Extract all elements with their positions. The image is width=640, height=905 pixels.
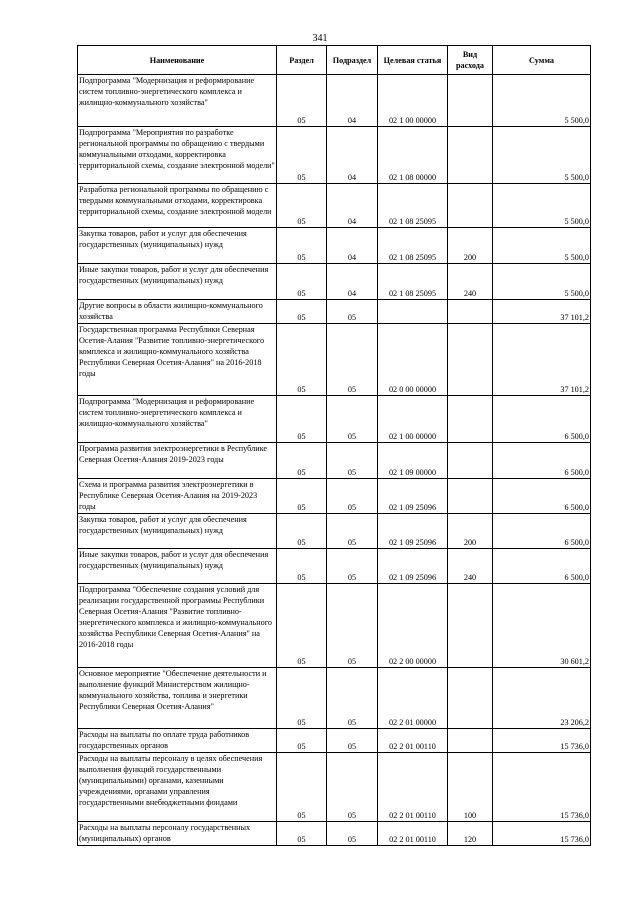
row-subsection: 05: [327, 822, 378, 846]
row-expense-type: [448, 184, 493, 228]
row-expense-type: [448, 668, 493, 729]
row-name: Подпрограмма "Модернизация и реформирование систем топливно-энергетического комплекса и жилищно-коммунального хозяйства": [78, 396, 277, 443]
table-row: [78, 228, 591, 264]
table-row: [78, 396, 591, 443]
row-target: 02 2 01 00110: [378, 822, 448, 846]
row-section: 05: [277, 479, 327, 514]
row-section: 05: [277, 264, 327, 300]
row-amount: 6 500,0: [493, 549, 591, 584]
row-section: 05: [277, 514, 327, 549]
row-expense-type: 240: [448, 264, 493, 300]
row-name: Расходы на выплаты персоналу в целях обеспечения выполнения функций государственными (муниципальными) органами, казенными учреждениями, органами управления государственными внебюджетными фондами: [78, 753, 277, 822]
row-name: Подпрограмма "Обеспечение создания условий для реализации государственной программы Республики Северная Осетия-Алания "Развитие топливно-энергетического комплекса и жилищно-коммунального хозяйства Республики Северная Осетия-Алания" на 2016-2018 годы: [78, 584, 277, 668]
row-name: Разработка региональной программы по обращению с твердыми коммунальными отходами, корректировка территориальной схемы, создание электронной модели: [78, 184, 277, 228]
header-subsection: Подраздел: [327, 46, 378, 75]
row-amount: 5 500,0: [493, 75, 591, 127]
table-row: [78, 300, 591, 324]
table-row: [78, 443, 591, 479]
row-amount: 15 736,0: [493, 753, 591, 822]
row-subsection: 04: [327, 127, 378, 184]
row-expense-type: [448, 729, 493, 753]
table-row: [78, 822, 591, 846]
row-expense-type: 200: [448, 228, 493, 264]
row-section: 05: [277, 443, 327, 479]
row-expense-type: [448, 584, 493, 668]
header-target: Целевая статья: [378, 46, 448, 75]
row-amount: 15 736,0: [493, 822, 591, 846]
row-expense-type: [448, 396, 493, 443]
table-row: [78, 753, 591, 822]
row-subsection: 05: [327, 479, 378, 514]
row-target: 02 2 01 00110: [378, 753, 448, 822]
row-amount: 5 500,0: [493, 184, 591, 228]
row-amount: 30 601,2: [493, 584, 591, 668]
row-amount: 37 101,2: [493, 300, 591, 324]
row-target: 02 2 01 00110: [378, 729, 448, 753]
row-expense-type: 240: [448, 549, 493, 584]
header-name: Наименование: [78, 46, 277, 75]
table-row: [78, 479, 591, 514]
row-target: 02 1 09 25096: [378, 549, 448, 584]
row-expense-type: [448, 300, 493, 324]
row-section: 05: [277, 668, 327, 729]
row-amount: 23 206,2: [493, 668, 591, 729]
row-section: 05: [277, 300, 327, 324]
row-name: Подпрограмма "Мероприятия по разработке региональной программы по обращению с твердыми коммунальными отходами, корректировка территориальной схемы, создание электронной модели": [78, 127, 277, 184]
row-name: Схема и программа развития электроэнергетики в Республике Северная Осетия-Алания на 2019-2023 годы: [78, 479, 277, 514]
table-header-row: [78, 46, 591, 75]
row-target: 02 2 00 00000: [378, 584, 448, 668]
row-section: 05: [277, 729, 327, 753]
row-name: Подпрограмма "Модернизация и реформирование систем топливно-энергетического комплекса и жилищно-коммунального хозяйства": [78, 75, 277, 127]
row-name: Основное мероприятие "Обеспечение деятельности и выполнение функций Министерством жилищно-коммунального хозяйства, топлива и энергетики Республики Северная Осетия-Алания": [78, 668, 277, 729]
row-subsection: 04: [327, 184, 378, 228]
row-subsection: 04: [327, 228, 378, 264]
row-name: Закупка товаров, работ и услуг для обеспечения государственных (муниципальных) нужд: [78, 514, 277, 549]
row-target: 02 1 09 25096: [378, 514, 448, 549]
row-subsection: 05: [327, 514, 378, 549]
row-target: 02 1 09 00000: [378, 443, 448, 479]
row-target: 02 1 08 25095: [378, 228, 448, 264]
row-name: Программа развития электроэнергетики в Республике Северная Осетия-Алания 2019-2023 годы: [78, 443, 277, 479]
row-section: 05: [277, 324, 327, 396]
row-name: Расходы на выплаты по оплате труда работников государственных органов: [78, 729, 277, 753]
header-amount: Сумма: [493, 46, 591, 75]
row-target: 02 1 08 00000: [378, 127, 448, 184]
row-section: 05: [277, 127, 327, 184]
row-subsection: 05: [327, 396, 378, 443]
row-subsection: 05: [327, 324, 378, 396]
row-section: 05: [277, 184, 327, 228]
row-name: Другие вопросы в области жилищно-коммунального хозяйства: [78, 300, 277, 324]
table-row: [78, 127, 591, 184]
row-name: Расходы на выплаты персоналу государственных (муниципальных) органов: [78, 822, 277, 846]
row-section: 05: [277, 396, 327, 443]
row-amount: 5 500,0: [493, 228, 591, 264]
row-target: 02 1 08 25095: [378, 184, 448, 228]
table-row: [78, 75, 591, 127]
row-name: Закупка товаров, работ и услуг для обеспечения государственных (муниципальных) нужд: [78, 228, 277, 264]
row-target: 02 0 00 00000: [378, 324, 448, 396]
row-subsection: 04: [327, 264, 378, 300]
row-section: 05: [277, 549, 327, 584]
row-expense-type: 120: [448, 822, 493, 846]
row-section: 05: [277, 75, 327, 127]
row-amount: 5 500,0: [493, 264, 591, 300]
row-section: 05: [277, 584, 327, 668]
row-target: 02 1 09 25096: [378, 479, 448, 514]
row-subsection: 04: [327, 75, 378, 127]
page-number: 341: [312, 33, 328, 44]
row-name: Иные закупки товаров, работ и услуг для обеспечения государственных (муниципальных) нужд: [78, 264, 277, 300]
table-row: [78, 184, 591, 228]
row-amount: 37 101,2: [493, 324, 591, 396]
table-row: [78, 549, 591, 584]
header-expense-type: Вид расхода: [448, 46, 493, 75]
row-expense-type: [448, 324, 493, 396]
row-subsection: 05: [327, 584, 378, 668]
row-name: Иные закупки товаров, работ и услуг для обеспечения государственных (муниципальных) нужд: [78, 549, 277, 584]
budget-table: [77, 45, 591, 846]
row-name: Государственная программа Республики Северная Осетия-Алания "Развитие топливно-энергетического комплекса и жилищно-коммунального хозяйства Республики Северная Осетия-Алания" на 2016-2018 годы: [78, 324, 277, 396]
row-target: 02 2 01 00000: [378, 668, 448, 729]
row-subsection: 05: [327, 300, 378, 324]
row-section: 05: [277, 228, 327, 264]
row-target: 02 1 00 00000: [378, 75, 448, 127]
row-amount: 5 500,0: [493, 127, 591, 184]
row-amount: 6 500,0: [493, 396, 591, 443]
table-row: [78, 264, 591, 300]
table-row: [78, 324, 591, 396]
row-expense-type: [448, 479, 493, 514]
header-section: Раздел: [277, 46, 327, 75]
row-expense-type: [448, 127, 493, 184]
row-subsection: 05: [327, 729, 378, 753]
row-expense-type: [448, 75, 493, 127]
row-expense-type: [448, 443, 493, 479]
row-section: 05: [277, 753, 327, 822]
row-subsection: 05: [327, 549, 378, 584]
table-row: [78, 668, 591, 729]
table-row: [78, 514, 591, 549]
table-row: [78, 729, 591, 753]
row-subsection: 05: [327, 443, 378, 479]
row-amount: 15 736,0: [493, 729, 591, 753]
row-subsection: 05: [327, 753, 378, 822]
row-amount: 6 500,0: [493, 443, 591, 479]
row-amount: 6 500,0: [493, 514, 591, 549]
row-section: 05: [277, 822, 327, 846]
row-target: 02 1 00 00000: [378, 396, 448, 443]
row-expense-type: 100: [448, 753, 493, 822]
row-amount: 6 500,0: [493, 479, 591, 514]
table-row: [78, 584, 591, 668]
row-expense-type: 200: [448, 514, 493, 549]
row-target: [378, 300, 448, 324]
row-subsection: 05: [327, 668, 378, 729]
row-target: 02 1 08 25095: [378, 264, 448, 300]
